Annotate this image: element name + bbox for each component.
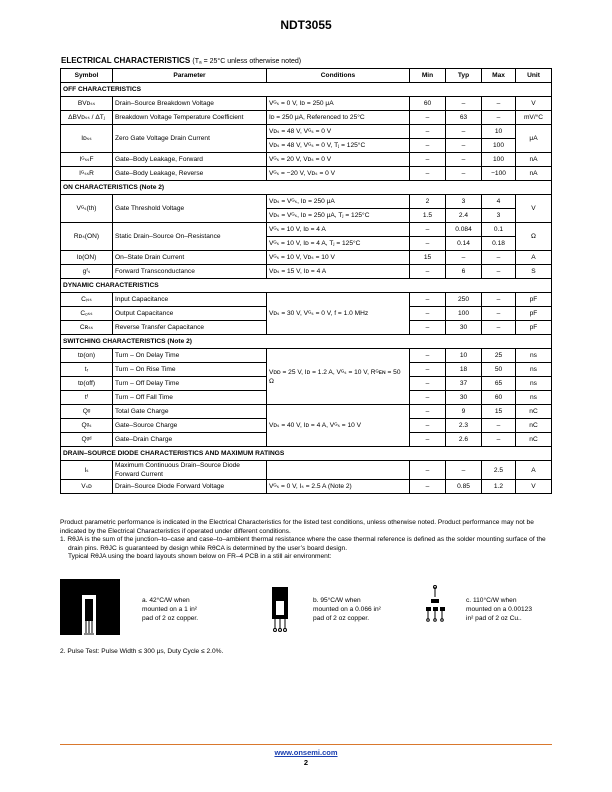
unit-cell: A — [516, 251, 552, 265]
symbol-cell: Qᵍᵈ — [61, 433, 113, 447]
unit-cell: ns — [516, 377, 552, 391]
parameter-cell: Forward Transconductance — [113, 265, 267, 279]
min-cell: – — [410, 111, 446, 125]
conditions-cell: Vᴳₛ = 10 V, Iᴅ = 4 A — [267, 223, 410, 237]
figure-c-line3: in² pad of 2 oz Cu.. — [466, 615, 522, 622]
disclaimer-text: Product parametric performance is indicated in the Electrical Characteristics for the listed test conditions, unless otherwise noted. Product performance may not be indicated by the Electrical Characteristics if operated under different conditions. — [60, 519, 534, 535]
section-row — [61, 181, 552, 195]
parameter-cell: Gate–Body Leakage, Reverse — [113, 167, 267, 181]
symbol-cell: tᴅ(off) — [61, 377, 113, 391]
max-cell: 10 — [482, 125, 516, 139]
parameter-cell: On–State Drain Current — [113, 251, 267, 265]
max-cell: – — [482, 265, 516, 279]
section-label: ON CHARACTERISTICS (Note 2) — [61, 181, 552, 195]
typ-cell: 2.3 — [446, 419, 482, 433]
typ-cell: – — [446, 97, 482, 111]
conditions-cell: Vᴅₛ = 15 V, Iᴅ = 4 A — [267, 265, 410, 279]
max-cell: 15 — [482, 405, 516, 419]
parameter-cell: Gate–Body Leakage, Forward — [113, 153, 267, 167]
figure-c-line2: mounted on a 0.00123 — [466, 606, 532, 613]
typ-cell: 30 — [446, 391, 482, 405]
max-cell: 25 — [482, 349, 516, 363]
min-cell: – — [410, 293, 446, 307]
figure-b-caption — [313, 596, 381, 623]
min-cell: 15 — [410, 251, 446, 265]
parameter-cell: Maximum Continuous Drain–Source Diode Forward Current — [113, 461, 267, 480]
column-header: Min — [410, 69, 446, 83]
typ-cell: – — [446, 153, 482, 167]
table-row — [61, 349, 552, 363]
section-title-conditions: (Tₐ = 25°C unless otherwise noted) — [192, 58, 302, 65]
section-row — [61, 279, 552, 293]
parameter-cell: Zero Gate Voltage Drain Current — [113, 125, 267, 153]
conditions-cell: Vᴳₛ = −20 V, Vᴅₛ = 0 V — [267, 167, 410, 181]
typ-cell: 3 — [446, 195, 482, 209]
typ-cell: 2.6 — [446, 433, 482, 447]
typ-cell: – — [446, 461, 482, 480]
min-cell: – — [410, 167, 446, 181]
section-label: SWITCHING CHARACTERISTICS (Note 2) — [61, 335, 552, 349]
typ-cell: 30 — [446, 321, 482, 335]
table-row — [61, 461, 552, 480]
unit-cell: V — [516, 480, 552, 494]
table-row — [61, 195, 552, 209]
symbol-cell: Iᴅₛₛ — [61, 125, 113, 153]
min-cell: – — [410, 461, 446, 480]
max-cell: – — [482, 97, 516, 111]
min-cell: 2 — [410, 195, 446, 209]
max-cell: – — [482, 293, 516, 307]
max-cell: 0.1 — [482, 223, 516, 237]
table-row — [61, 405, 552, 419]
electrical-characteristics-table — [60, 68, 552, 494]
typ-cell: 0.14 — [446, 237, 482, 251]
typ-cell: 37 — [446, 377, 482, 391]
section-title — [61, 56, 301, 65]
min-cell: – — [410, 237, 446, 251]
section-title-main: ELECTRICAL CHARACTERISTICS — [61, 56, 191, 65]
column-header: Unit — [516, 69, 552, 83]
min-cell: – — [410, 480, 446, 494]
symbol-cell: tᵣ — [61, 363, 113, 377]
typ-cell: – — [446, 167, 482, 181]
unit-cell: V — [516, 97, 552, 111]
min-cell: – — [410, 153, 446, 167]
symbol-cell: Rᴅₛ(ON) — [61, 223, 113, 251]
typ-cell: 2.4 — [446, 209, 482, 223]
parameter-cell: Gate Threshold Voltage — [113, 195, 267, 223]
unit-cell: S — [516, 265, 552, 279]
section-row — [61, 447, 552, 461]
section-label: DYNAMIC CHARACTERISTICS — [61, 279, 552, 293]
min-cell: – — [410, 307, 446, 321]
table-row — [61, 153, 552, 167]
table-row — [61, 125, 552, 139]
min-cell: – — [410, 419, 446, 433]
parameter-cell: Gate–Source Charge — [113, 419, 267, 433]
symbol-cell: gᶠₛ — [61, 265, 113, 279]
parameter-cell: Drain–Source Breakdown Voltage — [113, 97, 267, 111]
symbol-cell: ΔBVᴅₛₛ / ΔTⱼ — [61, 111, 113, 125]
note-2: 2. Pulse Test: Pulse Width ≤ 300 μs, Duty Cycle ≤ 2.0%. — [60, 648, 224, 655]
unit-cell: μA — [516, 125, 552, 153]
column-header: Symbol — [61, 69, 113, 83]
table-row — [61, 293, 552, 307]
conditions-cell — [267, 461, 410, 480]
notes-block — [60, 519, 555, 562]
column-header: Typ — [446, 69, 482, 83]
footer-divider — [60, 744, 552, 745]
board-layout-1in-figure — [60, 579, 130, 637]
unit-cell: nC — [516, 405, 552, 419]
unit-cell: pF — [516, 307, 552, 321]
section-label: OFF CHARACTERISTICS — [61, 83, 552, 97]
section-row — [61, 335, 552, 349]
min-cell: – — [410, 265, 446, 279]
typ-cell: – — [446, 251, 482, 265]
max-cell: 100 — [482, 139, 516, 153]
conditions-cell: Vᴳₛ = 10 V, Iᴅ = 4 A, Tⱼ = 125°C — [267, 237, 410, 251]
max-cell: – — [482, 433, 516, 447]
conditions-cell: Vᴅᴅ = 25 V, Iᴅ = 1.2 A, Vᴳₛ = 10 V, Rᴳᴇɴ = 50 Ω — [267, 349, 410, 405]
unit-cell: pF — [516, 293, 552, 307]
conditions-cell: Vᴳₛ = 0 V, Iₛ = 2.5 A (Note 2) — [267, 480, 410, 494]
typ-cell: 63 — [446, 111, 482, 125]
max-cell: −100 — [482, 167, 516, 181]
table-row — [61, 265, 552, 279]
symbol-cell: BVᴅₛₛ — [61, 97, 113, 111]
max-cell: – — [482, 111, 516, 125]
figure-a-caption — [142, 596, 198, 623]
parameter-cell: Output Capacitance — [113, 307, 267, 321]
min-cell: – — [410, 139, 446, 153]
max-cell: – — [482, 307, 516, 321]
conditions-cell: Vᴅₛ = 48 V, Vᴳₛ = 0 V — [267, 125, 410, 139]
max-cell: 3 — [482, 209, 516, 223]
min-cell: – — [410, 125, 446, 139]
board-layout-000123in-figure — [424, 585, 446, 625]
parameter-cell: Turn – On Rise Time — [113, 363, 267, 377]
min-cell: – — [410, 223, 446, 237]
figure-b-line3: pad of 2 oz copper. — [313, 615, 370, 622]
parameter-cell: Turn – On Delay Time — [113, 349, 267, 363]
figure-c-caption — [466, 596, 532, 623]
symbol-cell: Qᵍₛ — [61, 419, 113, 433]
min-cell: – — [410, 405, 446, 419]
parameter-cell: Turn – Off Fall Time — [113, 391, 267, 405]
column-header: Conditions — [267, 69, 410, 83]
figure-b-line2: mounted on a 0.066 in² — [313, 606, 381, 613]
typ-cell: 250 — [446, 293, 482, 307]
conditions-cell: Iᴅ = 250 μA, Referenced to 25°C — [267, 111, 410, 125]
min-cell: – — [410, 377, 446, 391]
unit-cell: ns — [516, 363, 552, 377]
conditions-cell: Vᴅₛ = Vᴳₛ, Iᴅ = 250 μA — [267, 195, 410, 209]
max-cell: 65 — [482, 377, 516, 391]
unit-cell: nA — [516, 153, 552, 167]
unit-cell: A — [516, 461, 552, 480]
page-number: 2 — [303, 758, 309, 767]
table-row — [61, 167, 552, 181]
footer-website-link[interactable]: www.onsemi.com — [274, 748, 338, 757]
table-row — [61, 480, 552, 494]
parameter-cell: Breakdown Voltage Temperature Coefficient — [113, 111, 267, 125]
section-row — [61, 83, 552, 97]
unit-cell: nC — [516, 433, 552, 447]
section-label: DRAIN–SOURCE DIODE CHARACTERISTICS AND MAXIMUM RATINGS — [61, 447, 552, 461]
parameter-cell: Turn – Off Delay Time — [113, 377, 267, 391]
min-cell: 60 — [410, 97, 446, 111]
table-row — [61, 251, 552, 265]
figure-c-line1: c. 110°C/W when — [466, 597, 517, 604]
min-cell: – — [410, 321, 446, 335]
max-cell: 60 — [482, 391, 516, 405]
unit-cell: mV/°C — [516, 111, 552, 125]
table-row — [61, 111, 552, 125]
max-cell: – — [482, 419, 516, 433]
max-cell: 1.2 — [482, 480, 516, 494]
note-1b: Typical RθJA using the board layouts shown below on FR–4 PCB in a still air environment: — [68, 553, 332, 561]
table-header-row — [61, 69, 552, 83]
symbol-cell: IᴳₛₛF — [61, 153, 113, 167]
unit-cell: nC — [516, 419, 552, 433]
conditions-cell: Vᴅₛ = 40 V, Iᴅ = 4 A, Vᴳₛ = 10 V — [267, 405, 410, 447]
unit-cell: ns — [516, 391, 552, 405]
figure-a-line3: pad of 2 oz copper. — [142, 615, 199, 622]
typ-cell: 18 — [446, 363, 482, 377]
parameter-cell: Input Capacitance — [113, 293, 267, 307]
conditions-cell: Vᴳₛ = 10 V, Vᴅₛ = 10 V — [267, 251, 410, 265]
max-cell: 4 — [482, 195, 516, 209]
symbol-cell: tᶠ — [61, 391, 113, 405]
unit-cell: nA — [516, 167, 552, 181]
min-cell: – — [410, 363, 446, 377]
note-1: 1. RθJA is the sum of the junction–to–case and case–to–ambient thermal resistance where the case thermal reference is defined as the solder mounting surface of the drain pins. RθJC is guaranteed by design while RθCA is determined by the user’s board design. — [60, 536, 546, 552]
typ-cell: – — [446, 125, 482, 139]
symbol-cell: IᴳₛₛR — [61, 167, 113, 181]
typ-cell: 9 — [446, 405, 482, 419]
max-cell: – — [482, 251, 516, 265]
document-title: NDT3055 — [280, 18, 332, 32]
table-row — [61, 223, 552, 237]
table-row — [61, 97, 552, 111]
min-cell: – — [410, 433, 446, 447]
typ-cell: 100 — [446, 307, 482, 321]
conditions-cell: Vᴅₛ = 48 V, Vᴳₛ = 0 V, Tⱼ = 125°C — [267, 139, 410, 153]
parameter-cell: Static Drain–Source On–Resistance — [113, 223, 267, 251]
symbol-cell: Iᴅ(ON) — [61, 251, 113, 265]
unit-cell: pF — [516, 321, 552, 335]
unit-cell: V — [516, 195, 552, 223]
symbol-cell: Iₛ — [61, 461, 113, 480]
unit-cell: Ω — [516, 223, 552, 251]
typ-cell: 0.084 — [446, 223, 482, 237]
min-cell: 1.5 — [410, 209, 446, 223]
symbol-cell: Cᵢₛₛ — [61, 293, 113, 307]
min-cell: – — [410, 349, 446, 363]
figure-a-line2: mounted on a 1 in² — [142, 606, 197, 613]
conditions-cell: Vᴳₛ = 0 V, Iᴅ = 250 μA — [267, 97, 410, 111]
symbol-cell: tᴅ(on) — [61, 349, 113, 363]
symbol-cell: Qᵍ — [61, 405, 113, 419]
min-cell: – — [410, 391, 446, 405]
parameter-cell: Total Gate Charge — [113, 405, 267, 419]
typ-cell: 0.85 — [446, 480, 482, 494]
typ-cell: 10 — [446, 349, 482, 363]
conditions-cell: Vᴅₛ = 30 V, Vᴳₛ = 0 V, f = 1.0 MHz — [267, 293, 410, 335]
typ-cell: 6 — [446, 265, 482, 279]
column-header: Parameter — [113, 69, 267, 83]
max-cell: 2.5 — [482, 461, 516, 480]
max-cell: 0.18 — [482, 237, 516, 251]
symbol-cell: Vₛᴅ — [61, 480, 113, 494]
max-cell: – — [482, 321, 516, 335]
max-cell: 100 — [482, 153, 516, 167]
symbol-cell: Cₒₛₛ — [61, 307, 113, 321]
unit-cell: ns — [516, 349, 552, 363]
parameter-cell: Reverse Transfer Capacitance — [113, 321, 267, 335]
figure-a-line1: a. 42°C/W when — [142, 597, 190, 604]
parameter-cell: Drain–Source Diode Forward Voltage — [113, 480, 267, 494]
figure-b-line1: b. 95°C/W when — [313, 597, 361, 604]
column-header: Max — [482, 69, 516, 83]
typ-cell: – — [446, 139, 482, 153]
board-layout-0066in-figure — [266, 587, 296, 633]
conditions-cell: Vᴅₛ = Vᴳₛ, Iᴅ = 250 μA, Tⱼ = 125°C — [267, 209, 410, 223]
max-cell: 50 — [482, 363, 516, 377]
symbol-cell: Vᴳₛ(th) — [61, 195, 113, 223]
parameter-cell: Gate–Drain Charge — [113, 433, 267, 447]
conditions-cell: Vᴳₛ = 20 V, Vᴅₛ = 0 V — [267, 153, 410, 167]
symbol-cell: Cʀₛₛ — [61, 321, 113, 335]
